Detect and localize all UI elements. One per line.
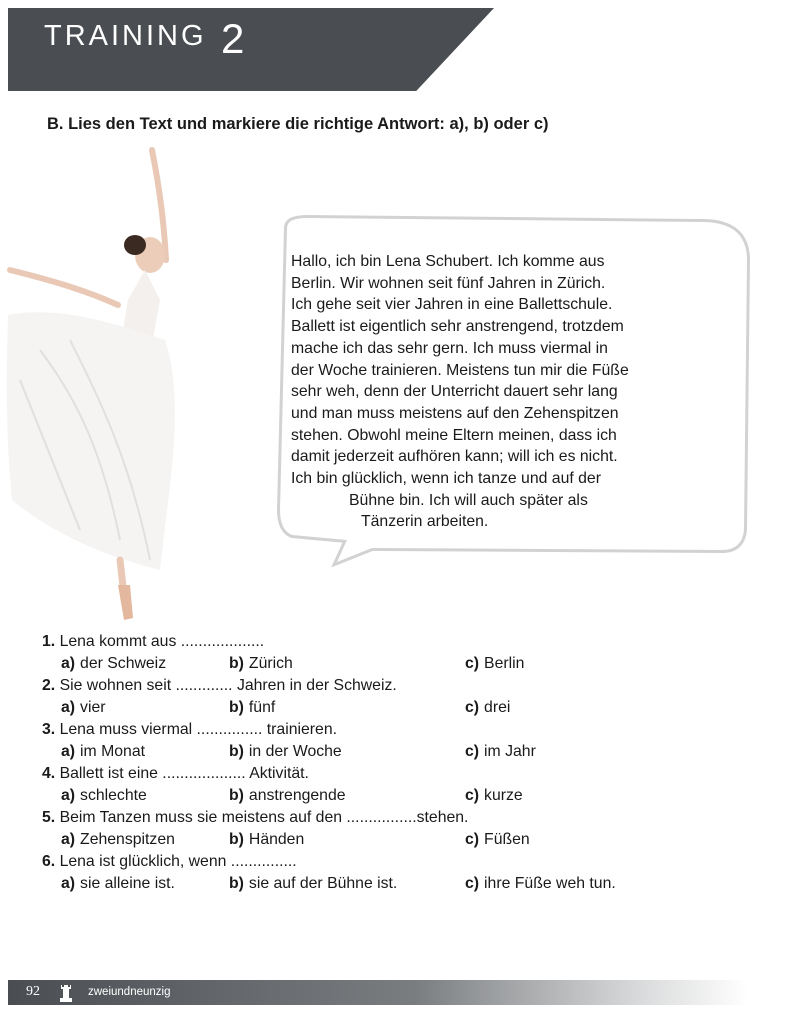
option-text: vier [80, 699, 106, 716]
option-row [42, 741, 762, 763]
exercise-instruction: B. Lies den Text und markiere die richtige Antwort: a), b) oder c) [47, 115, 549, 133]
option-c[interactable] [465, 829, 530, 851]
option-text: schlechte [80, 787, 147, 804]
question-number: 2. [42, 677, 56, 694]
bubble-line: sehr weh, denn der Unterricht dauert sehr lang [291, 383, 618, 401]
option-letter: b) [229, 787, 244, 804]
option-b[interactable] [229, 873, 397, 895]
option-row [42, 873, 762, 895]
option-b[interactable] [229, 741, 342, 763]
option-letter: a) [61, 655, 76, 672]
question-text: Ballett ist eine ................... Aktivität. [59, 765, 309, 782]
bubble-line: und man muss meistens auf den Zehenspitzen [291, 404, 619, 422]
option-text: fünf [248, 699, 276, 716]
option-text: Händen [248, 831, 305, 848]
bubble-line: der Woche trainieren. Meistens tun mir die Füße [291, 361, 629, 379]
option-c[interactable] [465, 785, 523, 807]
option-c[interactable] [465, 697, 510, 719]
option-a[interactable] [61, 741, 145, 763]
bubble-line: damit jederzeit aufhören kann; will ich es nicht. [291, 448, 618, 466]
page-number: 92 [26, 984, 40, 999]
section-number: 2 [221, 15, 245, 62]
option-letter: c) [465, 831, 480, 848]
option-letter: a) [61, 787, 76, 804]
bubble-line: Ich gehe seit vier Jahren in eine Ballettschule. [291, 296, 613, 314]
option-a[interactable] [61, 697, 106, 719]
bubble-line: Hallo, ich bin Lena Schubert. Ich komme aus [291, 253, 605, 270]
option-text: ihre Füße weh tun. [484, 875, 616, 892]
option-letter: a) [61, 875, 76, 892]
option-row [42, 697, 762, 719]
question-list [42, 631, 762, 895]
option-letter: c) [465, 699, 480, 716]
question-number: 5. [42, 809, 56, 826]
bubble-line: Tänzerin arbeiten. [361, 513, 489, 531]
option-text: Füßen [484, 831, 530, 848]
option-letter: c) [465, 655, 480, 672]
option-letter: b) [229, 743, 244, 760]
option-letter: a) [61, 743, 76, 760]
question-text: Lena kommt aus ................... [59, 633, 265, 650]
option-a[interactable] [61, 785, 147, 807]
question [42, 807, 762, 829]
option-letter: b) [229, 699, 244, 716]
question-number: 6. [42, 853, 56, 870]
option-row [42, 785, 762, 807]
option-b[interactable] [229, 653, 293, 675]
option-b[interactable] [229, 697, 275, 719]
option-letter: c) [465, 743, 480, 760]
option-text: kurze [484, 787, 523, 804]
option-letter: c) [465, 787, 480, 804]
option-text: Berlin [484, 655, 525, 672]
bubble-line: stehen. Obwohl meine Eltern meinen, dass ich [291, 426, 617, 444]
question [42, 763, 762, 785]
option-text: im Monat [80, 743, 146, 760]
option-text: anstrengende [248, 787, 346, 804]
chess-rook-icon [55, 982, 77, 1004]
option-c[interactable] [465, 741, 536, 763]
question [42, 675, 762, 697]
bubble-text [291, 251, 691, 533]
option-letter: b) [229, 655, 244, 672]
option-row [42, 653, 762, 675]
question-text: Lena muss viermal ............... trainieren. [59, 721, 338, 738]
bubble-line: Ich bin glücklich, wenn ich tanze und auf der [291, 470, 601, 488]
bubble-line: mache ich das sehr gern. Ich muss viermal in [291, 339, 608, 357]
option-text: drei [484, 699, 511, 716]
option-a[interactable] [61, 653, 166, 675]
page-number-word: zweiundneunzig [88, 986, 171, 998]
bubble-line: Ballett ist eigentlich sehr anstrengend, trotzdem [291, 318, 624, 336]
question [42, 851, 762, 873]
question-text: Sie wohnen seit ............. Jahren in der Schweiz. [59, 677, 397, 694]
option-letter: b) [229, 875, 244, 892]
option-letter: a) [61, 699, 76, 716]
option-c[interactable] [465, 653, 524, 675]
question-number: 3. [42, 721, 56, 738]
ballerina-photo [0, 140, 200, 630]
option-c[interactable] [465, 873, 616, 895]
option-letter: c) [465, 875, 480, 892]
question-number: 4. [42, 765, 56, 782]
option-text: in der Woche [248, 743, 342, 760]
option-b[interactable] [229, 785, 346, 807]
option-b[interactable] [229, 829, 304, 851]
option-text: sie auf der Bühne ist. [248, 875, 398, 892]
bubble-line: Berlin. Wir wohnen seit fünf Jahren in Zürich. [291, 274, 606, 292]
question-text: Lena ist glücklich, wenn ............... [59, 853, 297, 870]
question [42, 631, 762, 653]
question-text: Beim Tanzen muss sie meistens auf den ................stehen. [59, 809, 469, 826]
option-text: Zürich [248, 655, 293, 672]
option-letter: b) [229, 831, 244, 848]
option-text: sie alleine ist. [80, 875, 175, 892]
bubble-line: Bühne bin. Ich will auch später als [349, 491, 588, 509]
question [42, 719, 762, 741]
option-row [42, 829, 762, 851]
option-text: der Schweiz [80, 655, 167, 672]
option-text: im Jahr [484, 743, 536, 760]
option-letter: a) [61, 831, 76, 848]
option-a[interactable] [61, 873, 175, 895]
option-a[interactable] [61, 829, 175, 851]
option-text: Zehenspitzen [80, 831, 175, 848]
section-title: TRAINING [44, 20, 207, 52]
question-number: 1. [42, 633, 56, 650]
